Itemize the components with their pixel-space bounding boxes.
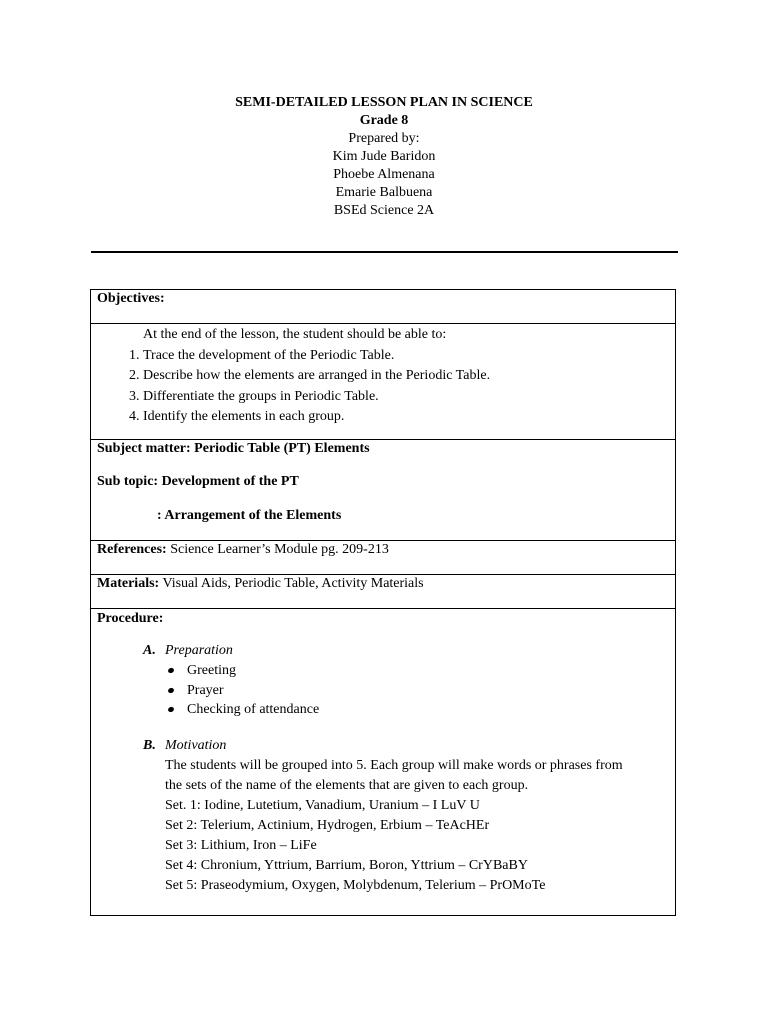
author-name: Emarie Balbuena — [335, 185, 433, 200]
motivation-body — [165, 756, 669, 896]
sub-topic: Sub topic: Development of the PT — [97, 474, 299, 489]
section-title: Preparation — [165, 643, 233, 658]
references-row — [91, 541, 675, 575]
section-title: Motivation — [165, 737, 227, 753]
procedure-label: Procedure: — [97, 611, 164, 626]
section-letter: A. — [143, 643, 156, 658]
materials-label: Materials: — [97, 576, 160, 591]
document-header — [0, 94, 768, 220]
section-letter: B. — [143, 737, 156, 753]
list-item: Greeting — [165, 661, 669, 681]
author-name: Phoebe Almenana — [333, 167, 435, 182]
paragraph-line: The students will be grouped into 5. Each group will make words or phrases from — [165, 757, 623, 773]
objectives-list — [97, 346, 669, 428]
element-set: Set 4: Chronium, Yttrium, Barrium, Boron, Yttrium – CrYBaBY — [165, 857, 528, 873]
list-item: 4. Identify the elements in each group. — [143, 407, 669, 428]
procedure-row — [91, 609, 675, 896]
list-item: 3. Differentiate the groups in Periodic Table. — [143, 387, 669, 408]
list-item: Checking of attendance — [165, 700, 669, 720]
objectives-row — [91, 324, 675, 440]
objectives-label: Objectives: — [97, 291, 165, 306]
list-item: 1. Trace the development of the Periodic Table. — [143, 346, 669, 367]
lesson-plan-table — [90, 289, 676, 916]
materials-value: Visual Aids, Periodic Table, Activity Materials — [159, 576, 424, 591]
grade-level: Grade 8 — [359, 113, 409, 128]
references-label: References: — [97, 542, 167, 557]
preparation-list — [165, 661, 669, 720]
element-set: Set 5: Praseodymium, Oxygen, Molybdenum, Telerium – PrOMoTe — [165, 877, 546, 893]
prepared-by-label: Prepared by: — [348, 131, 420, 146]
document-title: SEMI-DETAILED LESSON PLAN IN SCIENCE — [235, 95, 533, 110]
author-name: Kim Jude Baridon — [332, 149, 436, 164]
subject-matter: Subject matter: Periodic Table (PT) Elements — [97, 441, 370, 456]
subject-matter-row — [91, 440, 675, 541]
preparation-section — [143, 641, 669, 720]
references-value: Science Learner’s Module pg. 209-213 — [166, 542, 389, 557]
objectives-header-row — [91, 290, 675, 324]
materials-row — [91, 575, 675, 609]
list-item: Prayer — [165, 681, 669, 701]
motivation-section — [143, 736, 669, 896]
horizontal-divider — [91, 251, 678, 253]
element-set: Set 2: Telerium, Actinium, Hydrogen, Erbium – TeAcHEr — [165, 817, 490, 833]
paragraph-line: the sets of the name of the elements that are given to each group. — [165, 777, 529, 793]
list-item: 2. Describe how the elements are arranged in the Periodic Table. — [143, 366, 669, 387]
course-section: BSEd Science 2A — [333, 203, 435, 218]
objectives-intro: At the end of the lesson, the student should be able to: — [143, 327, 447, 342]
sub-topic-2: : Arrangement of the Elements — [157, 508, 342, 523]
element-set: Set 3: Lithium, Iron – LiFe — [165, 837, 317, 853]
element-set: Set. 1: Iodine, Lutetium, Vanadium, Uranium – I LuV U — [165, 797, 480, 813]
